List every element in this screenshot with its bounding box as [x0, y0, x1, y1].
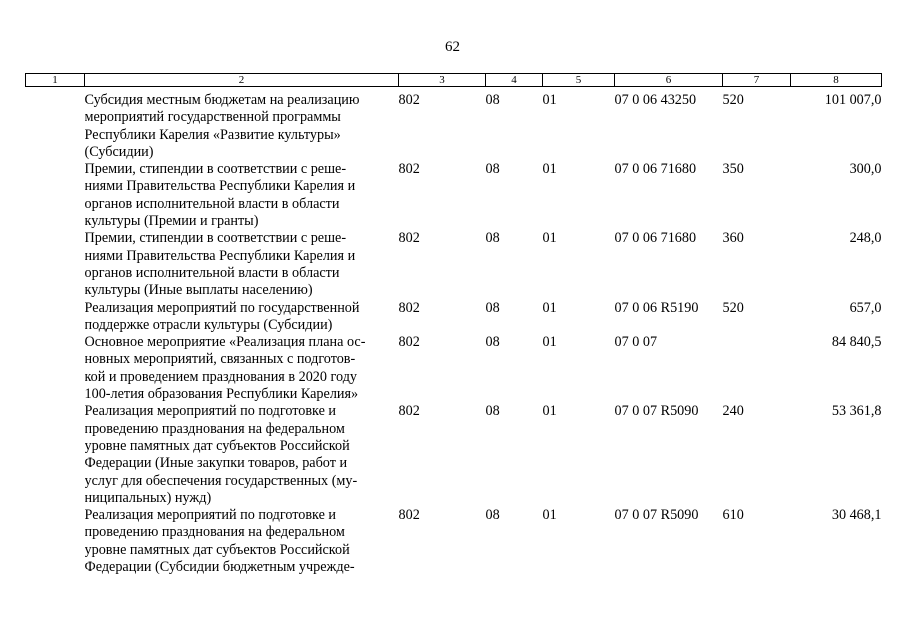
- section-code-cell: 08: [485, 334, 500, 351]
- section-code-cell: 08: [485, 230, 500, 247]
- expense-name-line: новных мероприятий, связанных с подготов-: [84, 351, 356, 368]
- table-row: [26, 230, 882, 299]
- expense-name-line: уровне памятных дат субъектов Российской: [84, 541, 350, 558]
- expense-name-line: Премии, стипендии в соответствии с реше-: [84, 230, 347, 247]
- target-article-cell: 07 0 06 43250: [614, 92, 697, 108]
- target-article-cell: 07 0 07: [614, 334, 658, 351]
- row-number-cell: [26, 230, 85, 299]
- ministry-code-cell: 802: [398, 230, 420, 247]
- row-number-cell: [26, 507, 85, 576]
- expense-name-line: Основное мероприятие «Реализация плана ос-: [84, 334, 366, 351]
- section-code-cell: 08: [485, 507, 500, 524]
- table-row: [26, 161, 882, 230]
- section-code-cell: 08: [485, 161, 500, 178]
- column-header: 7: [723, 74, 791, 87]
- target-article-cell: 07 0 07 R5090: [614, 507, 699, 524]
- table-row: [26, 87, 882, 162]
- expense-name-cell: [85, 403, 399, 507]
- ministry-code-cell: 802: [398, 334, 420, 351]
- column-header: 2: [85, 74, 399, 87]
- row-number-cell: [26, 87, 85, 162]
- expense-name-line: органов исполнительной власти в области: [84, 264, 340, 281]
- page-number: 62: [445, 39, 460, 55]
- section-code-cell: 08: [485, 92, 500, 108]
- ministry-code-cell: 802: [398, 299, 420, 316]
- amount-cell: 53 361,8: [831, 403, 882, 420]
- ministry-code-cell: 802: [398, 161, 420, 178]
- expense-name-line: Республики Карелия «Развитие культуры»: [84, 126, 341, 143]
- expense-name-line: Реализация мероприятий по государственной: [84, 299, 360, 316]
- expense-type-cell: 610: [722, 507, 744, 524]
- ministry-code-cell: 802: [398, 403, 420, 420]
- subsection-code-cell: 01: [542, 299, 557, 316]
- expense-name-line: услуг для обеспечения государственных (му-: [84, 472, 358, 489]
- column-header: 3: [399, 74, 486, 87]
- expense-name-line: Федерации (Иные закупки товаров, работ и: [84, 455, 348, 472]
- expense-name-line: Субсидия местным бюджетам на реализацию: [84, 92, 360, 108]
- expense-type-cell: 350: [722, 161, 744, 178]
- ministry-code-cell: 802: [398, 507, 420, 524]
- expense-name-line: Федерации (Субсидии бюджетным учрежде-: [84, 559, 355, 576]
- expense-type-cell: [723, 334, 791, 403]
- row-number-cell: [26, 334, 85, 403]
- table-row: [26, 300, 882, 335]
- section-code-cell: 08: [485, 403, 500, 420]
- table-row: [26, 403, 882, 507]
- expense-name-line: уровне памятных дат субъектов Российской: [84, 437, 350, 454]
- expense-name-line: ниями Правительства Республики Карелия и: [84, 247, 356, 264]
- amount-cell: 300,0: [849, 161, 882, 178]
- column-header: 5: [543, 74, 615, 87]
- expense-name-line: Премии, стипендии в соответствии с реше-: [84, 161, 347, 178]
- expense-name-line: культуры (Премии и гранты): [84, 213, 259, 230]
- column-header: 1: [26, 74, 85, 87]
- expense-type-cell: 240: [722, 403, 744, 420]
- expense-name-line: проведению празднования на федеральном: [84, 524, 345, 541]
- expense-name-line: Реализация мероприятий по подготовке и: [84, 403, 337, 420]
- budget-table: [25, 73, 882, 576]
- column-header: 4: [486, 74, 543, 87]
- expense-name-line: поддержке отрасли культуры (Субсидии): [84, 316, 333, 333]
- expense-name-cell: [85, 300, 399, 335]
- expense-type-cell: 520: [722, 299, 744, 316]
- table-row: [26, 507, 882, 576]
- target-article-cell: 07 0 06 71680: [614, 230, 697, 247]
- column-header: 8: [791, 74, 882, 87]
- subsection-code-cell: 01: [542, 161, 557, 178]
- expense-name-cell: [85, 334, 399, 403]
- expense-name-line: (Субсидии): [84, 143, 154, 160]
- subsection-code-cell: 01: [542, 92, 557, 108]
- expense-name-line: мероприятий государственной программы: [84, 109, 341, 126]
- section-code-cell: 08: [485, 299, 500, 316]
- target-article-cell: 07 0 07 R5090: [614, 403, 699, 420]
- expense-type-cell: 360: [722, 230, 744, 247]
- expense-name-line: кой и проведением празднования в 2020 году: [84, 368, 358, 385]
- subsection-code-cell: 01: [542, 334, 557, 351]
- row-number-cell: [26, 403, 85, 507]
- expense-name-cell: [85, 161, 399, 230]
- expense-name-cell: [85, 87, 399, 162]
- subsection-code-cell: 01: [542, 230, 557, 247]
- expense-name-line: Реализация мероприятий по подготовке и: [84, 507, 337, 524]
- amount-cell: 84 840,5: [831, 334, 882, 351]
- table-row: [26, 334, 882, 403]
- expense-name-line: органов исполнительной власти в области: [84, 195, 340, 212]
- target-article-cell: 07 0 06 R5190: [614, 299, 699, 316]
- expense-name-line: 100-летия образования Республики Карелия»: [84, 386, 359, 403]
- table-body: [26, 87, 882, 577]
- row-number-cell: [26, 161, 85, 230]
- amount-cell: 248,0: [849, 230, 882, 247]
- subsection-code-cell: 01: [542, 507, 557, 524]
- amount-cell: 657,0: [849, 299, 882, 316]
- expense-name-cell: [85, 507, 399, 576]
- row-number-cell: [26, 300, 85, 335]
- amount-cell: 30 468,1: [831, 507, 882, 524]
- subsection-code-cell: 01: [542, 403, 557, 420]
- column-number-header: [26, 74, 882, 87]
- expense-name-line: проведению празднования на федеральном: [84, 420, 345, 437]
- expense-type-cell: 520: [722, 92, 744, 108]
- expense-name-line: ниципальных) нужд): [84, 489, 212, 506]
- column-header: 6: [615, 74, 723, 87]
- expense-name-line: культуры (Иные выплаты населению): [84, 282, 313, 299]
- ministry-code-cell: 802: [398, 92, 420, 108]
- target-article-cell: 07 0 06 71680: [614, 161, 697, 178]
- amount-cell: 101 007,0: [824, 92, 882, 108]
- expense-name-cell: [85, 230, 399, 299]
- expense-name-line: ниями Правительства Республики Карелия и: [84, 178, 356, 195]
